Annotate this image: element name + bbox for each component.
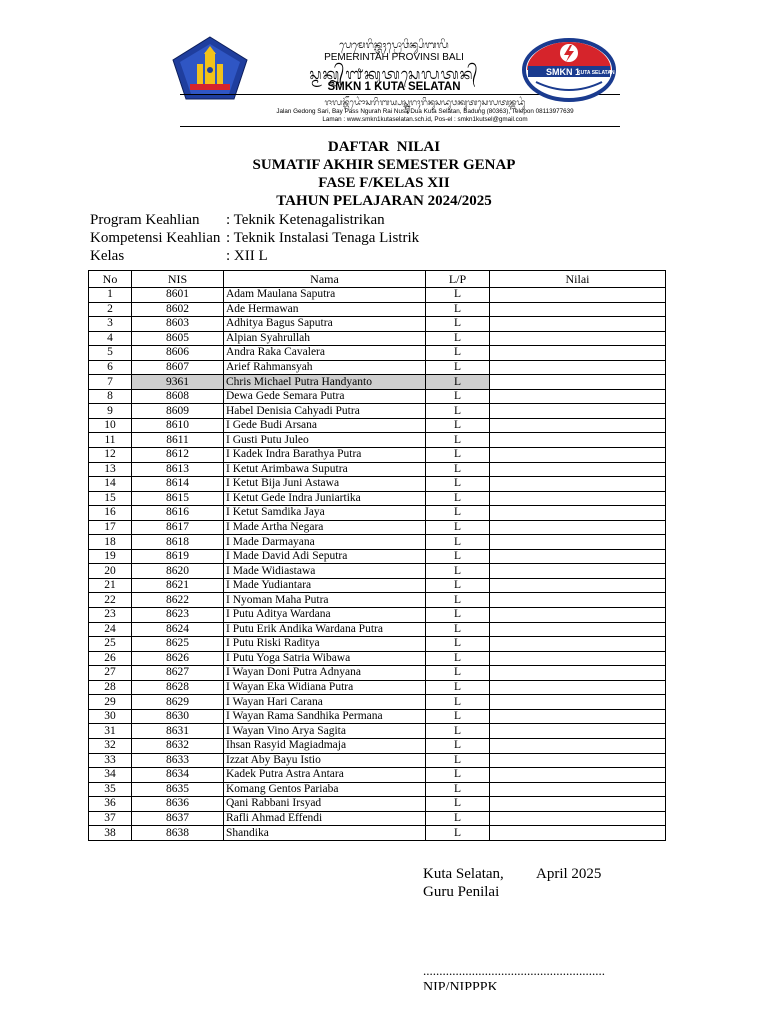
place-date-row	[423, 865, 601, 883]
cell-no: 20	[89, 564, 132, 579]
cell-nis: 8607	[132, 360, 224, 375]
cell-nis: 8621	[132, 578, 224, 593]
cell-no: 26	[89, 651, 132, 666]
cell-nilai[interactable]	[490, 608, 666, 623]
table-row	[89, 651, 666, 666]
cell-no: 3	[89, 317, 132, 332]
cell-nis: 8627	[132, 666, 224, 681]
cell-lp: L	[426, 317, 490, 332]
cell-nilai[interactable]	[490, 593, 666, 608]
cell-nis: 8613	[132, 462, 224, 477]
cell-nama: Dewa Gede Semara Putra	[224, 389, 426, 404]
kompetensi-row	[90, 229, 419, 247]
cell-no: 30	[89, 709, 132, 724]
table-row	[89, 622, 666, 637]
cell-nis: 8636	[132, 797, 224, 812]
cell-nilai[interactable]	[490, 651, 666, 666]
cell-no: 29	[89, 695, 132, 710]
cell-nama: I Ketut Arimbawa Suputra	[224, 462, 426, 477]
cell-nis: 8634	[132, 768, 224, 783]
cell-no: 35	[89, 782, 132, 797]
cell-nis: 8602	[132, 302, 224, 317]
cell-nilai[interactable]	[490, 549, 666, 564]
cell-no: 1	[89, 288, 132, 303]
cell-nilai[interactable]	[490, 724, 666, 739]
smkn-logo-text-2: KUTA SELATAN	[577, 70, 615, 76]
cell-lp: L	[426, 651, 490, 666]
cell-nama: I Gede Budi Arsana	[224, 418, 426, 433]
cell-nis: 8603	[132, 317, 224, 332]
table-row	[89, 389, 666, 404]
cell-no: 21	[89, 578, 132, 593]
class-info	[90, 211, 419, 265]
cell-no: 7	[89, 375, 132, 390]
table-row	[89, 477, 666, 492]
cell-nis: 8618	[132, 535, 224, 550]
table-row	[89, 637, 666, 652]
table-row	[89, 549, 666, 564]
cell-nama: I Wayan Eka Widiana Putra	[224, 680, 426, 695]
cell-lp: L	[426, 404, 490, 419]
cell-lp: L	[426, 346, 490, 361]
cell-nilai[interactable]	[490, 811, 666, 826]
header-no: No	[89, 271, 132, 288]
table-row	[89, 564, 666, 579]
table-row	[89, 288, 666, 303]
cell-nis: 8626	[132, 651, 224, 666]
header-nilai: Nilai	[490, 271, 666, 288]
letterhead-government: PEMERINTAH PROVINSI BALI	[324, 52, 464, 63]
cell-nama: Qani Rabbani Irsyad	[224, 797, 426, 812]
cell-lp: L	[426, 826, 490, 841]
cell-nama: I Made Yudiantara	[224, 578, 426, 593]
cell-no: 5	[89, 346, 132, 361]
cell-no: 4	[89, 331, 132, 346]
cell-lp: L	[426, 637, 490, 652]
cell-nis: 8623	[132, 608, 224, 623]
table-row	[89, 578, 666, 593]
cell-nis: 8638	[132, 826, 224, 841]
cell-nis: 8608	[132, 389, 224, 404]
table-row	[89, 535, 666, 550]
cell-no: 15	[89, 491, 132, 506]
table-row	[89, 448, 666, 463]
cell-lp: L	[426, 331, 490, 346]
cell-nilai[interactable]	[490, 418, 666, 433]
table-row	[89, 404, 666, 419]
cell-no: 38	[89, 826, 132, 841]
cell-no: 14	[89, 477, 132, 492]
cell-nama: I Wayan Doni Putra Adnyana	[224, 666, 426, 681]
header-nama: Nama	[224, 271, 426, 288]
cell-nilai[interactable]	[490, 826, 666, 841]
letterhead-address: Jalan Gedong Sari, Bay Pass Ngurah Rai Nusa Dua Kuta Selatan, Badung (80363), Telepon 08113977639	[276, 108, 574, 115]
cell-lp: L	[426, 564, 490, 579]
letterhead-rule-bottom	[180, 126, 620, 127]
table-row	[89, 346, 666, 361]
cell-lp: L	[426, 608, 490, 623]
cell-lp: L	[426, 462, 490, 477]
kelas-row	[90, 247, 419, 265]
table-row	[89, 666, 666, 681]
cell-nis: 8635	[132, 782, 224, 797]
cell-lp: L	[426, 375, 490, 390]
signature-block	[423, 865, 601, 901]
cell-no: 37	[89, 811, 132, 826]
cell-lp: L	[426, 680, 490, 695]
cell-nama: I Putu Erik Andika Wardana Putra	[224, 622, 426, 637]
cell-lp: L	[426, 782, 490, 797]
title-sumatif: SUMATIF AKHIR SEMESTER GENAP	[252, 157, 516, 173]
signature-line: ........................................................	[423, 963, 605, 978]
cell-no: 25	[89, 637, 132, 652]
cell-no: 16	[89, 506, 132, 521]
cell-nis: 8616	[132, 506, 224, 521]
cell-nama: I Made David Adi Seputra	[224, 549, 426, 564]
cell-nis: 8628	[132, 680, 224, 695]
cell-nis: 8612	[132, 448, 224, 463]
program-row	[90, 211, 419, 229]
cell-lp: L	[426, 622, 490, 637]
cell-lp: L	[426, 811, 490, 826]
signature-date: April 2025	[536, 866, 602, 882]
cell-nama: Ade Hermawan	[224, 302, 426, 317]
cell-no: 11	[89, 433, 132, 448]
table-row	[89, 491, 666, 506]
cell-nilai[interactable]	[490, 768, 666, 783]
cell-nama: Ihsan Rasyid Magiadmaja	[224, 738, 426, 753]
table-row	[89, 782, 666, 797]
cell-nilai[interactable]	[490, 666, 666, 681]
grades-body	[89, 288, 666, 841]
cell-no: 23	[89, 608, 132, 623]
table-row	[89, 811, 666, 826]
cell-lp: L	[426, 666, 490, 681]
cell-nama: Komang Gentos Pariaba	[224, 782, 426, 797]
grades-table	[88, 270, 666, 841]
cell-nama: Habel Denisia Cahyadi Putra	[224, 404, 426, 419]
cell-nilai[interactable]	[490, 564, 666, 579]
cell-no: 19	[89, 549, 132, 564]
cell-nis: 8610	[132, 418, 224, 433]
cell-nama: Alpian Syahrullah	[224, 331, 426, 346]
cell-no: 10	[89, 418, 132, 433]
kompetensi-value: : Teknik Instalasi Tenaga Listrik	[226, 230, 420, 246]
cell-no: 2	[89, 302, 132, 317]
cell-nilai[interactable]	[490, 360, 666, 375]
table-row	[89, 709, 666, 724]
letterhead-web: Laman : www.smkn1kutaselatan.sch.id, Pos-el : smkn1kutsel@gmail.com	[322, 116, 528, 123]
cell-nama: Andra Raka Cavalera	[224, 346, 426, 361]
cell-nis: 8605	[132, 331, 224, 346]
cell-lp: L	[426, 433, 490, 448]
cell-nis: 8622	[132, 593, 224, 608]
cell-nilai[interactable]	[490, 535, 666, 550]
cell-nis: 8615	[132, 491, 224, 506]
cell-nama: Shandika	[224, 826, 426, 841]
table-row	[89, 797, 666, 812]
cell-nama: I Putu Riski Raditya	[224, 637, 426, 652]
cell-nama: Adhitya Bagus Saputra	[224, 317, 426, 332]
signature-nip: NIP/NIPPPK	[423, 980, 498, 990]
cell-nilai[interactable]	[490, 738, 666, 753]
cell-no: 12	[89, 448, 132, 463]
cell-nis: 8629	[132, 695, 224, 710]
cell-nilai[interactable]	[490, 389, 666, 404]
cell-nama: I Putu Aditya Wardana	[224, 608, 426, 623]
cell-no: 34	[89, 768, 132, 783]
cell-nama: I Ketut Samdika Jaya	[224, 506, 426, 521]
cell-nama: I Wayan Hari Carana	[224, 695, 426, 710]
cell-nis: 8617	[132, 520, 224, 535]
letterhead-balinese-school-name: ᬲ᭄ᬫᬓ᭄ᬦ᭄᭑ᬓᬸᬢᬲᬾᬮᬢᬦ᭄	[309, 66, 479, 83]
table-row	[89, 418, 666, 433]
table-row	[89, 826, 666, 841]
cell-lp: L	[426, 753, 490, 768]
table-row	[89, 360, 666, 375]
cell-nama: I Made Widiastawa	[224, 564, 426, 579]
table-row	[89, 753, 666, 768]
cell-lp: L	[426, 709, 490, 724]
smkn-school-logo-icon	[522, 36, 616, 104]
cell-nilai[interactable]	[490, 404, 666, 419]
table-row	[89, 593, 666, 608]
cell-nilai[interactable]	[490, 375, 666, 390]
header-lp: L/P	[426, 271, 490, 288]
cell-nis: 8620	[132, 564, 224, 579]
table-row	[89, 608, 666, 623]
letterhead-balinese-address: ᬚᬮᬦ᭄ᬕᭂᬤᭀᬂᬲᬭᬶᬩᬬ᭄ᬧᬲ᭄ᬦ᭄ᬕᬸᬭᬄᬭᬶᬦᬸᬲᬤᬸᬯᬓᬸᬢᬲᬾᬮᬢᬦ᭄ᬩᬤᬸᬂ	[324, 97, 526, 107]
kelas-value: : XII L	[226, 248, 268, 264]
cell-nis: 8633	[132, 753, 224, 768]
cell-nilai[interactable]	[490, 578, 666, 593]
header-nis: NIS	[132, 271, 224, 288]
signature-place: Kuta Selatan,	[423, 866, 504, 882]
table-row	[89, 317, 666, 332]
cell-lp: L	[426, 738, 490, 753]
cell-nilai[interactable]	[490, 288, 666, 303]
cell-no: 6	[89, 360, 132, 375]
cell-lp: L	[426, 360, 490, 375]
table-row	[89, 433, 666, 448]
table-row	[89, 462, 666, 477]
kompetensi-label: Kompetensi Keahlian	[90, 230, 221, 246]
table-row	[89, 375, 666, 390]
cell-lp: L	[426, 448, 490, 463]
cell-nis: 8611	[132, 433, 224, 448]
cell-nis: 8625	[132, 637, 224, 652]
cell-nilai[interactable]	[490, 520, 666, 535]
cell-no: 33	[89, 753, 132, 768]
cell-lp: L	[426, 491, 490, 506]
kelas-label: Kelas	[90, 248, 125, 264]
table-row	[89, 724, 666, 739]
table-row	[89, 680, 666, 695]
cell-nis: 8637	[132, 811, 224, 826]
cell-no: 32	[89, 738, 132, 753]
table-row	[89, 331, 666, 346]
cell-lp: L	[426, 389, 490, 404]
letterhead-school-name: SMKN 1 KUTA SELATAN	[327, 81, 461, 93]
cell-nis: 8619	[132, 549, 224, 564]
cell-lp: L	[426, 768, 490, 783]
cell-lp: L	[426, 549, 490, 564]
table-row	[89, 768, 666, 783]
cell-nis: 8601	[132, 288, 224, 303]
cell-lp: L	[426, 593, 490, 608]
cell-nis: 8614	[132, 477, 224, 492]
cell-no: 27	[89, 666, 132, 681]
cell-nis: 8630	[132, 709, 224, 724]
cell-nilai[interactable]	[490, 695, 666, 710]
cell-nilai[interactable]	[490, 797, 666, 812]
cell-nama: I Putu Yoga Satria Wibawa	[224, 651, 426, 666]
smkn-logo-text: SMKN 1	[546, 67, 581, 77]
table-header-row	[89, 271, 666, 288]
cell-no: 9	[89, 404, 132, 419]
cell-nama: I Made Darmayana	[224, 535, 426, 550]
cell-lp: L	[426, 695, 490, 710]
table-row	[89, 738, 666, 753]
program-label: Program Keahlian	[90, 212, 200, 228]
cell-lp: L	[426, 506, 490, 521]
cell-nis: 8632	[132, 738, 224, 753]
cell-nilai[interactable]	[490, 448, 666, 463]
cell-lp: L	[426, 520, 490, 535]
cell-nilai[interactable]	[490, 462, 666, 477]
cell-nis: 9361	[132, 375, 224, 390]
table-row	[89, 302, 666, 317]
cell-nis: 8631	[132, 724, 224, 739]
cell-no: 18	[89, 535, 132, 550]
cell-no: 36	[89, 797, 132, 812]
cell-lp: L	[426, 302, 490, 317]
table-row	[89, 695, 666, 710]
cell-nama: Arief Rahmansyah	[224, 360, 426, 375]
cell-nilai[interactable]	[490, 782, 666, 797]
table-row	[89, 506, 666, 521]
cell-lp: L	[426, 535, 490, 550]
cell-no: 24	[89, 622, 132, 637]
cell-lp: L	[426, 578, 490, 593]
cell-nama: I Ketut Bija Juni Astawa	[224, 477, 426, 492]
cell-nis: 8609	[132, 404, 224, 419]
signature-role: Guru Penilai	[423, 884, 500, 900]
cell-nama: Adam Maulana Saputra	[224, 288, 426, 303]
cell-nilai[interactable]	[490, 302, 666, 317]
title-fase: FASE F/KELAS XII	[318, 175, 450, 191]
cell-nilai[interactable]	[490, 637, 666, 652]
cell-nama: I Gusti Putu Juleo	[224, 433, 426, 448]
cell-nilai[interactable]	[490, 753, 666, 768]
cell-no: 17	[89, 520, 132, 535]
cell-nilai[interactable]	[490, 506, 666, 521]
cell-no: 13	[89, 462, 132, 477]
program-value: : Teknik Ketenagalistrikan	[226, 212, 385, 228]
cell-nama: I Nyoman Maha Putra	[224, 593, 426, 608]
cell-nilai[interactable]	[490, 680, 666, 695]
cell-nilai[interactable]	[490, 331, 666, 346]
cell-no: 31	[89, 724, 132, 739]
cell-nama: I Kadek Indra Barathya Putra	[224, 448, 426, 463]
cell-no: 28	[89, 680, 132, 695]
cell-nilai[interactable]	[490, 491, 666, 506]
title-daftar-nilai: DAFTAR NILAI	[327, 139, 441, 155]
cell-nama: I Ketut Gede Indra Juniartika	[224, 491, 426, 506]
cell-nama: I Made Artha Negara	[224, 520, 426, 535]
cell-no: 8	[89, 389, 132, 404]
cell-nama: Kadek Putra Astra Antara	[224, 768, 426, 783]
cell-lp: L	[426, 418, 490, 433]
cell-lp: L	[426, 477, 490, 492]
cell-nilai[interactable]	[490, 433, 666, 448]
cell-nilai[interactable]	[490, 477, 666, 492]
title-tahun: TAHUN PELAJARAN 2024/2025	[276, 193, 492, 209]
cell-nis: 8624	[132, 622, 224, 637]
cell-nama: Rafli Ahmad Effendi	[224, 811, 426, 826]
document-titles	[0, 138, 768, 210]
cell-nis: 8606	[132, 346, 224, 361]
cell-nilai[interactable]	[490, 709, 666, 724]
cell-nilai[interactable]	[490, 346, 666, 361]
cell-nilai[interactable]	[490, 317, 666, 332]
letterhead	[168, 30, 620, 134]
cell-nama: I Wayan Rama Sandhika Permana	[224, 709, 426, 724]
cell-nilai[interactable]	[490, 622, 666, 637]
table-row	[89, 520, 666, 535]
letterhead-balinese-script-line: ᬧᬾᬫᬾᬭᬶᬦ᭄ᬢᬄᬧ᭄ᬭᭀᬯᬶᬦ᭄ᬲᬶᬩᬮᬶ	[339, 40, 449, 51]
cell-nama: I Wayan Vino Arya Sagita	[224, 724, 426, 739]
cell-nama: Chris Michael Putra Handyanto	[224, 375, 426, 390]
cell-lp: L	[426, 797, 490, 812]
cell-no: 22	[89, 593, 132, 608]
cell-nama: Izzat Aby Bayu Istio	[224, 753, 426, 768]
cell-lp: L	[426, 724, 490, 739]
cell-lp: L	[426, 288, 490, 303]
